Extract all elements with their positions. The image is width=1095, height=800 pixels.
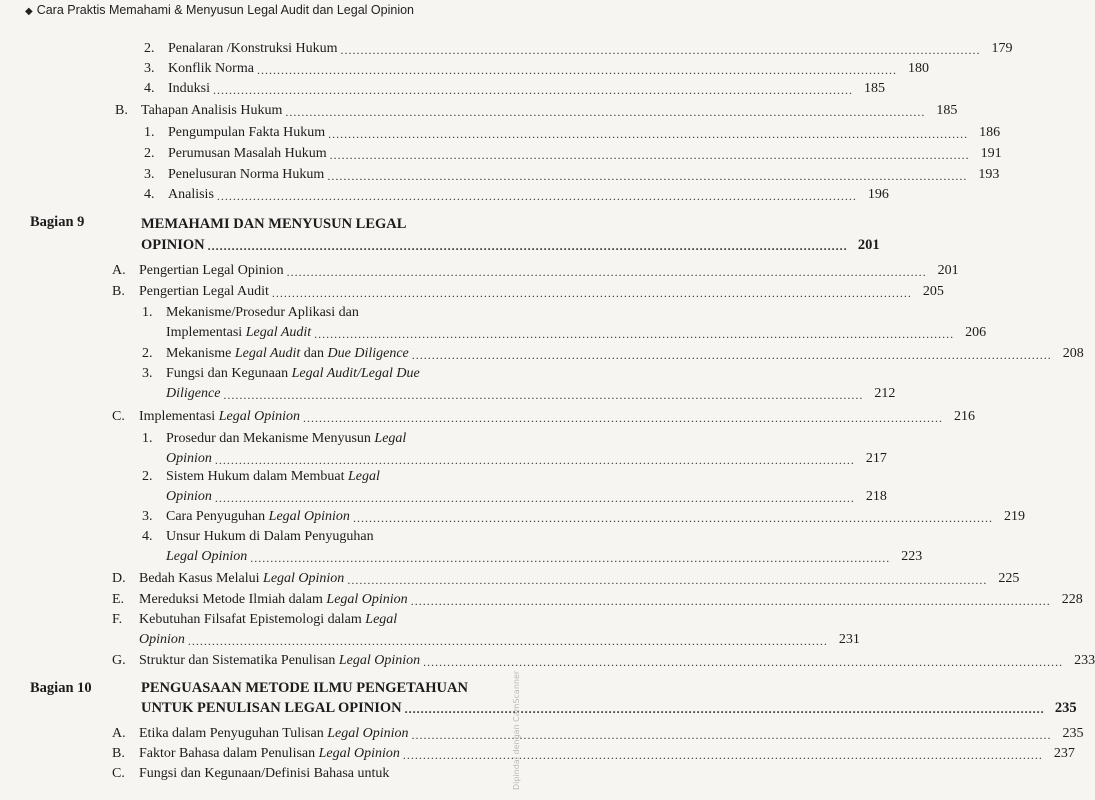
toc-entry bbox=[142, 343, 1084, 363]
toc-entry-number: A. bbox=[112, 263, 126, 278]
toc-entry-title: Fungsi dan Kegunaan Legal Audit/Legal Due bbox=[166, 366, 420, 381]
toc-entry-number: 4. bbox=[144, 81, 155, 96]
scanner-watermark: Dipindai dengan CamScanner bbox=[512, 670, 521, 790]
toc-entry-page: 212 bbox=[874, 386, 896, 401]
leader-dots bbox=[341, 42, 981, 58]
toc-entry-page: 217 bbox=[865, 451, 887, 466]
leader-dots bbox=[285, 104, 925, 120]
toc-entry-page: 193 bbox=[978, 167, 1000, 182]
toc-entry-number: 4. bbox=[142, 529, 153, 544]
toc-entry-number: 3. bbox=[142, 509, 153, 524]
toc-entry-page: 206 bbox=[965, 325, 987, 340]
leader-dots bbox=[223, 387, 863, 403]
toc-entry-title: Diligence bbox=[166, 386, 221, 401]
toc-entry-number: B. bbox=[112, 284, 125, 299]
toc-entry-title: Faktor Bahasa dalam Penulisan Legal Opinion bbox=[139, 746, 400, 761]
toc-entry-number: 2. bbox=[144, 41, 155, 56]
toc-entry-title: Analisis bbox=[168, 187, 214, 202]
leader-dots bbox=[257, 62, 897, 78]
toc-entry bbox=[112, 723, 1084, 743]
toc-entry-page: 233 bbox=[1074, 653, 1095, 668]
part-title-text: UNTUK PENULISAN LEGAL OPINION bbox=[141, 700, 402, 716]
leader-dots bbox=[217, 188, 857, 204]
toc-entry-number: 3. bbox=[144, 61, 155, 76]
toc-entry bbox=[142, 506, 1025, 526]
toc-entry-title: Struktur dan Sistematika Penulisan Legal Opinion bbox=[139, 653, 421, 668]
part-title-line bbox=[141, 234, 880, 254]
toc-entry bbox=[144, 164, 1000, 184]
toc-entry-continuation bbox=[166, 448, 887, 468]
toc-entry-title: Perumusan Masalah Hukum bbox=[168, 146, 327, 161]
toc-entry bbox=[144, 58, 929, 78]
toc-entry-page: 237 bbox=[1053, 746, 1075, 761]
toc-entry-title: Fungsi dan Kegunaan/Definisi Bahasa untuk bbox=[139, 766, 390, 781]
toc-entry-title: Opinion bbox=[166, 489, 212, 504]
toc-entry bbox=[112, 589, 1083, 609]
leader-dots bbox=[330, 147, 970, 163]
part-label: Bagian 9 bbox=[30, 214, 85, 230]
toc-entry-title: Pengumpulan Fakta Hukum bbox=[168, 125, 326, 140]
toc-entry-number: 2. bbox=[142, 469, 153, 484]
leader-dots bbox=[353, 510, 993, 526]
toc-entry-number: 2. bbox=[142, 346, 153, 361]
leader-dots bbox=[405, 701, 1045, 717]
toc-entry-number: 1. bbox=[142, 305, 153, 320]
toc-entry-title: Penelusuran Norma Hukum bbox=[168, 167, 325, 182]
toc-entry-number: B. bbox=[112, 746, 125, 761]
toc-entry-title: Prosedur dan Mekanisme Menyusun Legal bbox=[166, 431, 407, 446]
toc-entry bbox=[142, 302, 486, 322]
toc-entry-title: Bedah Kasus Melalui Legal Opinion bbox=[139, 571, 345, 586]
toc-entry-number: 4. bbox=[144, 187, 155, 202]
leader-dots bbox=[272, 285, 912, 301]
toc-entry-page: 218 bbox=[865, 489, 887, 504]
toc-entry bbox=[144, 78, 885, 98]
toc-entry-page: 196 bbox=[867, 187, 889, 202]
toc-entry-title: Unsur Hukum di Dalam Penyuguhan bbox=[166, 529, 374, 544]
toc-entry-title: Penalaran /Konstruksi Hukum bbox=[168, 41, 338, 56]
toc-entry-page: 201 bbox=[937, 263, 959, 278]
toc-entry-title: Kebutuhan Filsafat Epistemologi dalam Legal bbox=[139, 612, 398, 627]
toc-entry-page: 205 bbox=[922, 284, 944, 299]
diamond-bullet-icon: ◆ bbox=[25, 6, 33, 17]
toc-entry-number: D. bbox=[112, 571, 126, 586]
toc-entry bbox=[144, 184, 889, 204]
toc-entry-page: 235 bbox=[1062, 726, 1084, 741]
toc-entry-page: 185 bbox=[864, 81, 885, 96]
leader-dots bbox=[411, 593, 1051, 609]
toc-entry bbox=[144, 38, 1013, 58]
leader-dots bbox=[327, 168, 967, 184]
part-title-line: PENGUASAAN METODE ILMU PENGETAHUAN bbox=[141, 680, 468, 696]
toc-entry bbox=[142, 363, 486, 383]
toc-entry-number: E. bbox=[112, 592, 125, 607]
toc-entry-page: 228 bbox=[1061, 592, 1083, 607]
toc-entry-number: G. bbox=[112, 653, 126, 668]
toc-entry-page: 180 bbox=[907, 61, 929, 76]
toc-entry bbox=[142, 428, 486, 448]
toc-entry-number: F. bbox=[112, 612, 123, 627]
leader-dots bbox=[412, 727, 1052, 743]
leader-dots bbox=[287, 264, 927, 280]
toc-entry-number: 3. bbox=[144, 167, 155, 182]
toc-entry bbox=[112, 260, 959, 280]
part-title-text: OPINION bbox=[141, 237, 205, 253]
toc-entry bbox=[142, 466, 486, 486]
toc-entry-page: 231 bbox=[838, 632, 860, 647]
part-label: Bagian 10 bbox=[30, 680, 92, 696]
toc-entry bbox=[112, 609, 486, 629]
toc-entry-page: 191 bbox=[980, 146, 1002, 161]
toc-entry bbox=[144, 143, 1002, 163]
leader-dots bbox=[412, 347, 1052, 363]
part-title-line bbox=[141, 697, 1077, 717]
leader-dots bbox=[328, 126, 968, 142]
toc-entry-number: C. bbox=[112, 766, 125, 781]
toc-entry-number: 3. bbox=[142, 366, 153, 381]
toc-entry-number: 1. bbox=[144, 125, 155, 140]
part-page: 201 bbox=[857, 237, 880, 253]
toc-entry-number: 1. bbox=[142, 431, 153, 446]
toc-entry bbox=[112, 763, 486, 783]
leader-dots bbox=[314, 326, 954, 342]
toc-entry-title: Konflik Norma bbox=[168, 61, 254, 76]
toc-entry-title: Opinion bbox=[139, 632, 185, 647]
toc-entry-title: Etika dalam Penyuguhan Tulisan Legal Opinion bbox=[139, 726, 409, 741]
part-page: 235 bbox=[1054, 700, 1077, 716]
leader-dots bbox=[303, 410, 943, 426]
leader-dots bbox=[213, 82, 853, 98]
leader-dots bbox=[188, 633, 828, 649]
toc-entry-continuation bbox=[166, 383, 896, 403]
toc-entry-page: 223 bbox=[901, 549, 923, 564]
toc-entry-page: 216 bbox=[953, 409, 975, 424]
toc-entry bbox=[112, 568, 1020, 588]
toc-entry-title: Implementasi Legal Opinion bbox=[139, 409, 300, 424]
toc-entry-title: Induksi bbox=[168, 81, 210, 96]
toc-entry-title: Pengertian Legal Audit bbox=[139, 284, 269, 299]
toc-entry-title: Tahapan Analisis Hukum bbox=[141, 103, 283, 118]
toc-entry-number: C. bbox=[112, 409, 125, 424]
toc-entry-number: B. bbox=[115, 103, 128, 118]
toc-entry-title: Cara Penyuguhan Legal Opinion bbox=[166, 509, 350, 524]
toc-entry-continuation bbox=[166, 486, 887, 506]
toc-entry bbox=[142, 526, 486, 546]
toc-entry bbox=[112, 281, 944, 301]
toc-entry bbox=[112, 406, 975, 426]
toc-entry-continuation bbox=[166, 546, 923, 566]
leader-dots bbox=[250, 550, 890, 566]
toc-entry bbox=[112, 650, 1095, 670]
toc-entry-title: Implementasi Legal Audit bbox=[166, 325, 312, 340]
toc-entry bbox=[115, 100, 958, 120]
toc-entry-page: 225 bbox=[998, 571, 1020, 586]
leader-dots bbox=[208, 238, 848, 254]
toc-entry-page: 185 bbox=[936, 103, 958, 118]
toc-entry-number: 2. bbox=[144, 146, 155, 161]
toc-entry bbox=[112, 743, 1075, 763]
toc-entry-page: 219 bbox=[1003, 509, 1025, 524]
toc-entry-page: 186 bbox=[979, 125, 1001, 140]
toc-entry-title: Mereduksi Metode Ilmiah dalam Legal Opinion bbox=[139, 592, 408, 607]
toc-entry-continuation bbox=[139, 629, 860, 649]
toc-entry-page: 208 bbox=[1062, 346, 1084, 361]
toc-entry-number: A. bbox=[112, 726, 126, 741]
toc-entry-continuation bbox=[166, 322, 987, 342]
running-header-title: Cara Praktis Memahami & Menyusun Legal Audit dan Legal Opinion bbox=[36, 3, 414, 17]
leader-dots bbox=[215, 490, 855, 506]
leader-dots bbox=[347, 572, 987, 588]
toc-entry-title: Mekanisme Legal Audit dan Due Diligence bbox=[166, 346, 409, 361]
toc-entry-title: Mekanisme/Prosedur Aplikasi dan bbox=[166, 305, 359, 320]
leader-dots bbox=[403, 747, 1043, 763]
toc-entry-title: Sistem Hukum dalam Membuat Legal bbox=[166, 469, 380, 484]
toc-entry-page: 179 bbox=[991, 41, 1013, 56]
toc-entry-title: Pengertian Legal Opinion bbox=[139, 263, 284, 278]
toc-entry-title: Legal Opinion bbox=[166, 549, 248, 564]
part-title-line: MEMAHAMI DAN MENYUSUN LEGAL bbox=[141, 216, 407, 232]
toc-entry-title: Opinion bbox=[166, 451, 212, 466]
toc-entry bbox=[144, 122, 1001, 142]
